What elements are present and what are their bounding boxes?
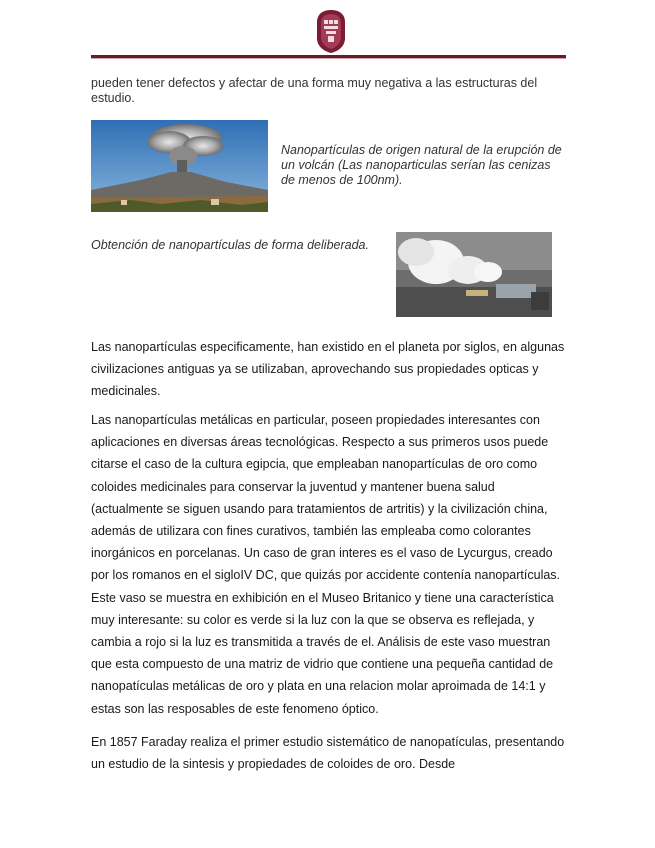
- institution-crest-icon: [313, 8, 349, 54]
- figure2-caption: Obtención de nanopartículas de forma deliberada.: [91, 238, 369, 252]
- intro-text: pueden tener defectos y afectar de una forma muy negativa a las estructuras del estudio.: [91, 76, 538, 105]
- figure1-caption: Nanopartículas de origen natural de la erupción de un volcán (Las nanoparticulas serían las cenizas de menos de 100nm).: [281, 143, 562, 187]
- paragraph-3: En 1857 Faraday realiza el primer estudio sistemático de nanopatículas, presentando un estudio de la sintesis y propiedades de coloides de oro. Desde: [91, 735, 565, 772]
- volcano-eruption-photo: [91, 120, 268, 212]
- lab-gloved-hands-photo: [396, 232, 552, 317]
- header-rule-shadow: [91, 58, 566, 59]
- paragraph-2: Las nanopartículas metálicas en particular, poseen propiedades interesantes con aplicaciones en diversas áreas tecnológicas. Respecto a sus primeros usos puede citarse el caso de la cultura egipcia, que empleaban nanopartículas de oro como coloides medicinales para conservar la juventud y mantener buena salud (actualmente se siguen usando para tratamientos de artritis) y la civilización china, además de utilizara con fines curativos, también las empleaba como colorantes inorgánicos en porcelanas. Un caso de gran interes es el vaso de Lycurgus, creado por los romanos en el sigloIV DC, que quizás por accidente contenía nanopartículas. Este vaso se muestra en exhibición en el Museo Britanico y tiene una característica muy interesante: su color es verde si la luz con la que se observa es reflejada, y cambia a rojo si la luz es transmitida a través de el. Análisis de este vaso muestran que esta compuesto de una matriz de vidrio que contiene una pequeña cantidad de nanopatículas metálicas de oro y plata en una relacion molar aproimada de 14:1 y estas son las resposables de este fenomeno óptico.: [91, 413, 561, 716]
- paragraph-1: Las nanopartículas especificamente, han existido en el planeta por siglos, en algunas civilizaciones antiguas ya se utilizaban, aprovechando sus propiedades opticas y medicinales.: [91, 340, 565, 399]
